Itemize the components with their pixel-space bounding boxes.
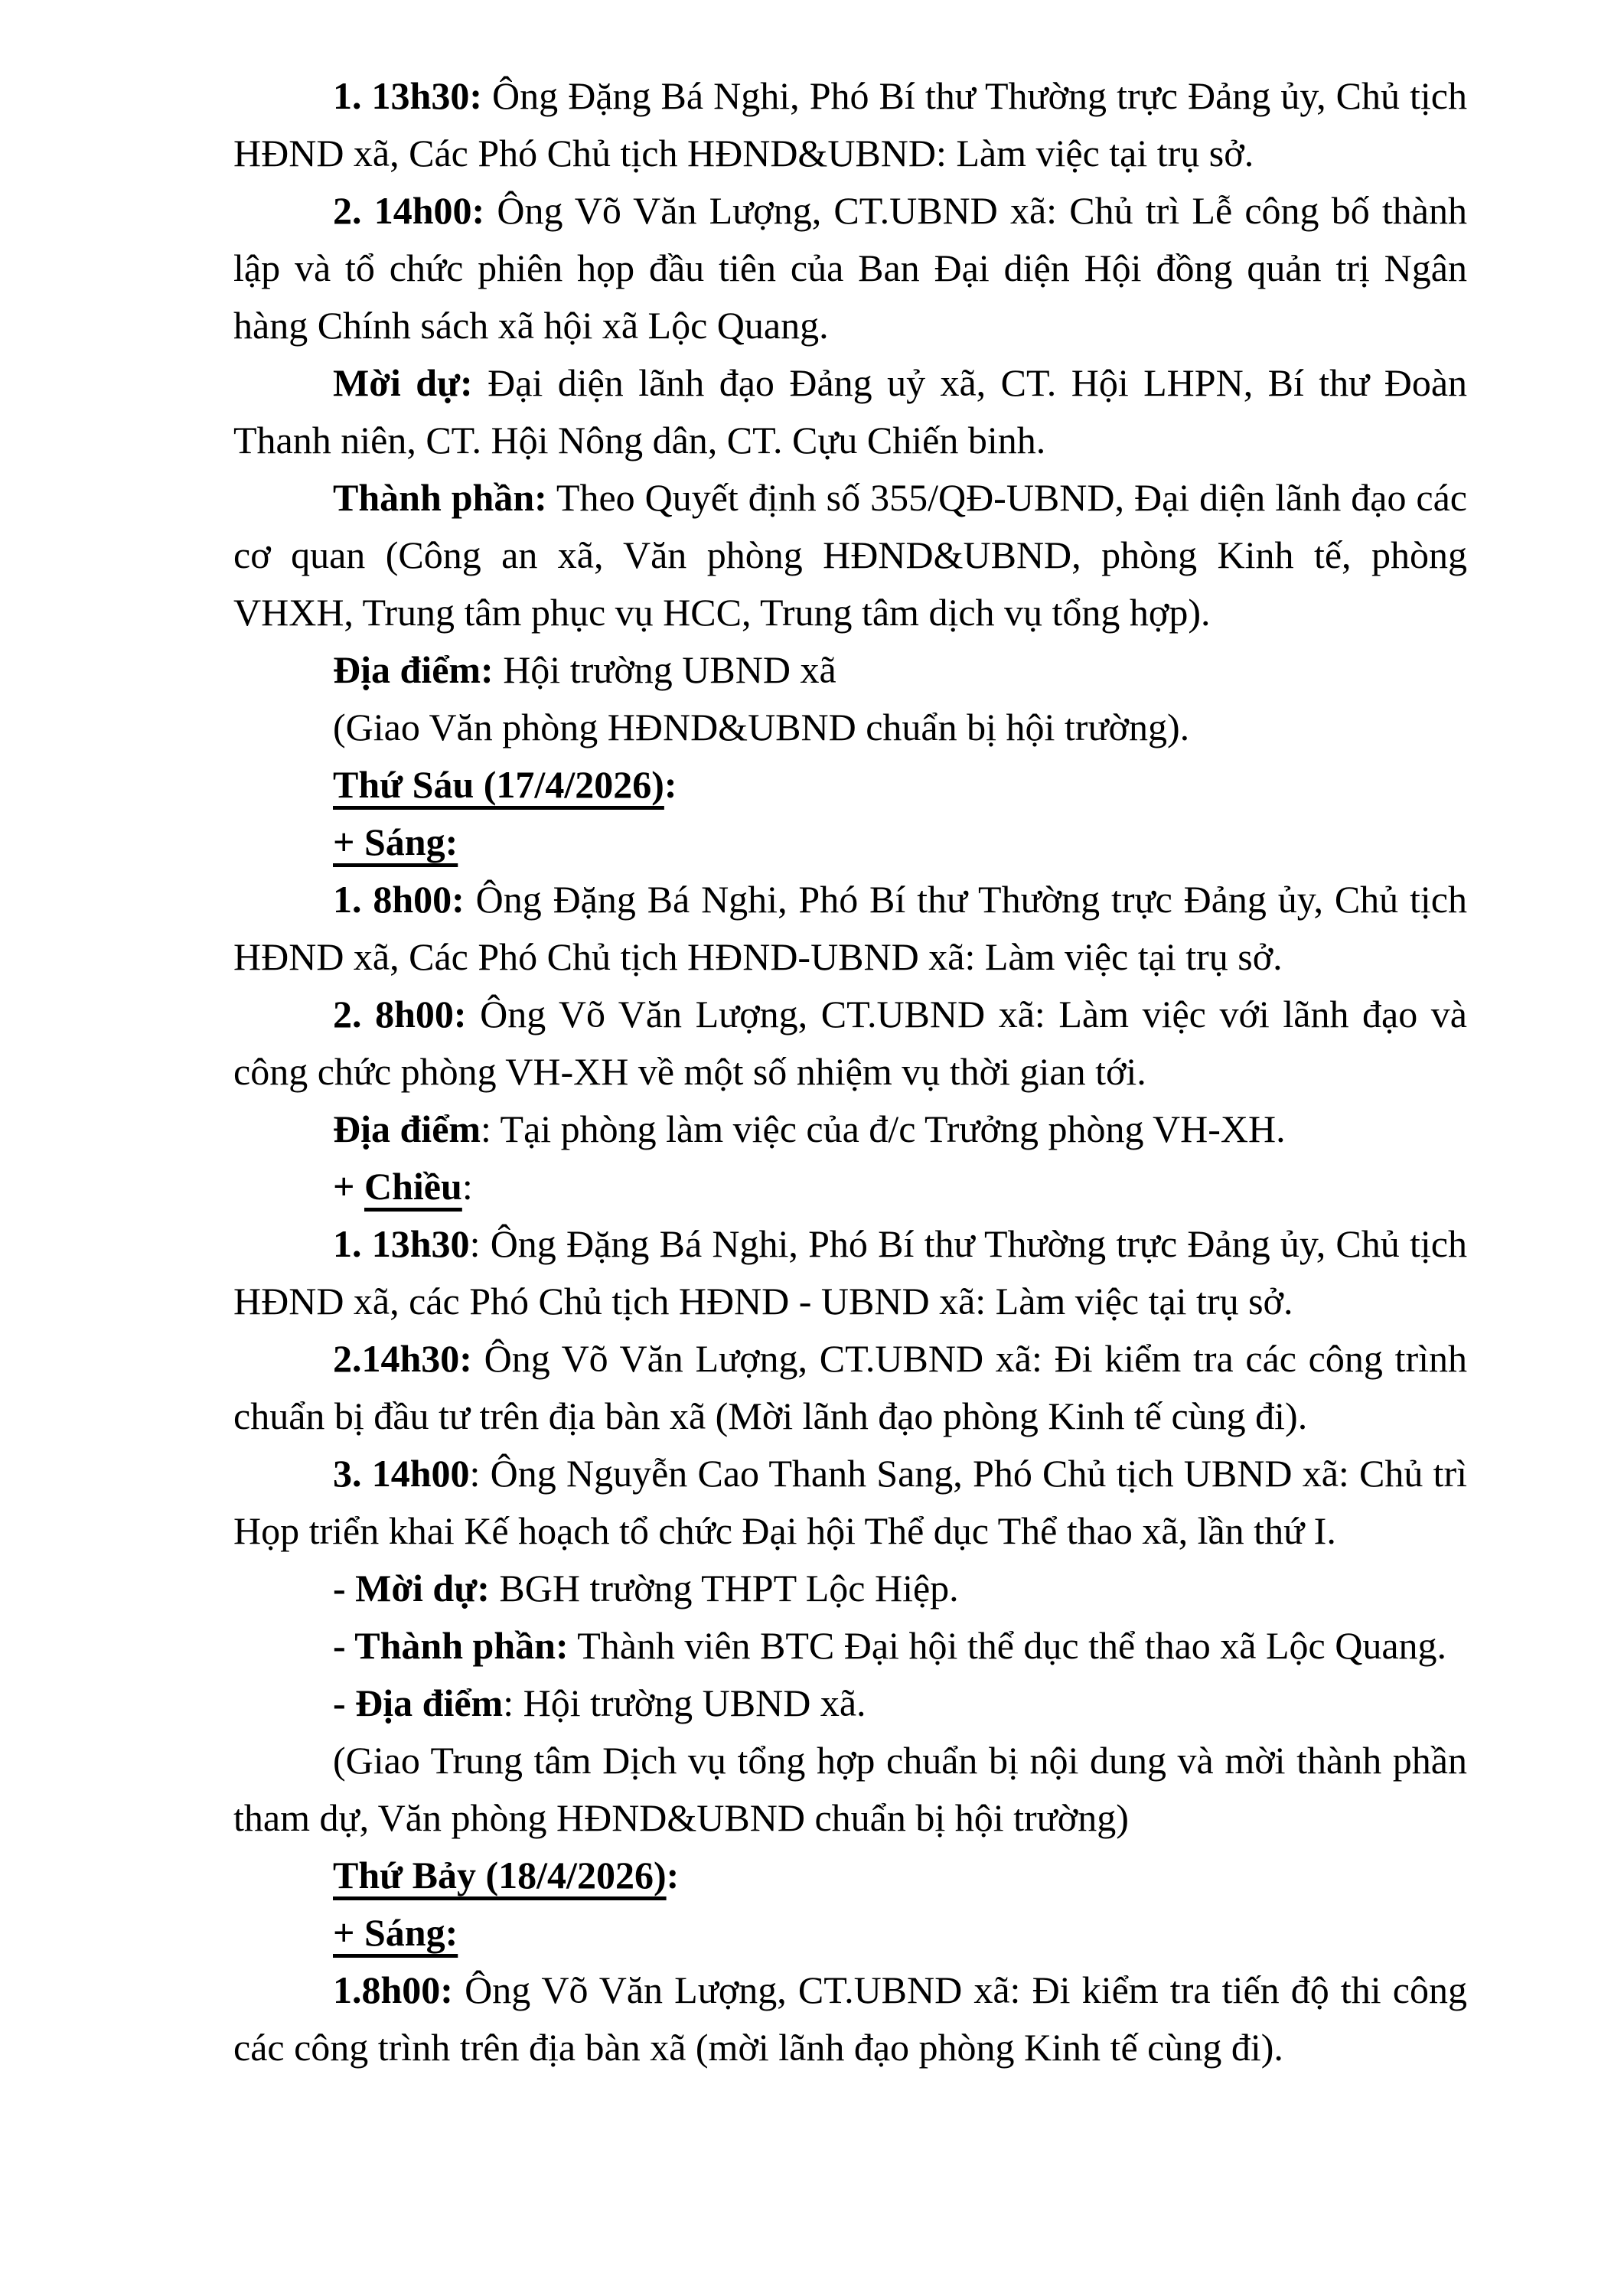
text-run: - Địa điểm xyxy=(333,1681,504,1724)
text-run: Ông Võ Văn Lượng, CT.UBND xã: Đi kiểm tra các công trình chuẩn bị đầu tư trên địa bàn xã (Mời lãnh đạo phòng Kinh tế cùng đi). xyxy=(233,1337,1467,1437)
friday-afternoon-invitees xyxy=(233,1560,1467,1617)
text-run: + xyxy=(333,1165,364,1208)
text-run: : Hội trường UBND xã. xyxy=(503,1681,866,1724)
text-run: 2. 8h00: xyxy=(333,993,467,1035)
text-run: : xyxy=(461,1165,473,1208)
friday-afternoon-location xyxy=(233,1675,1467,1732)
friday-afternoon-item-3 xyxy=(233,1445,1467,1560)
text-run: (Giao Trung tâm Dịch vụ tổng hợp chuẩn bị nội dung và mời thành phần tham dự, Văn phòng HĐND&UBND chuẩn bị hội trường) xyxy=(233,1739,1467,1839)
text-run: Địa điểm: xyxy=(333,648,494,691)
text-run: 2.14h30: xyxy=(333,1337,472,1380)
text-run: Theo Quyết định số 355/QĐ-UBND, Đại diện lãnh đạo các cơ quan (Công an xã, Văn phòng HĐND&UBND, phòng Kinh tế, phòng VHXH, Trung tâm phục vụ HCC, Trung tâm dịch vụ tổng hợp). xyxy=(233,476,1467,634)
schedule-document xyxy=(233,67,1467,2076)
text-run: 1. 13h30 xyxy=(333,1222,470,1265)
text-run: Thành phần: xyxy=(333,476,547,519)
heading-friday-afternoon xyxy=(233,1158,1467,1215)
friday-afternoon-item-1 xyxy=(233,1215,1467,1330)
text-run: : Tại phòng làm việc của đ/c Trưởng phòng VH-XH. xyxy=(481,1107,1286,1150)
text-run: : xyxy=(666,1854,680,1896)
text-run: 1.8h00: xyxy=(333,1968,453,2011)
text-run: + Sáng: xyxy=(333,820,458,863)
location xyxy=(233,641,1467,699)
invitees xyxy=(233,354,1467,469)
afternoon-item-1 xyxy=(233,67,1467,182)
text-run: 1. 8h00: xyxy=(333,878,465,921)
text-run: - Thành phần: xyxy=(333,1624,569,1667)
text-run: Ông Đặng Bá Nghi, Phó Bí thư Thường trực Đảng ủy, Chủ tịch HĐND xã, Các Phó Chủ tịch HĐND&UBND: Làm việc tại trụ sở. xyxy=(233,74,1467,174)
text-run: Mời dự: xyxy=(333,361,473,404)
friday-morning-item-1 xyxy=(233,871,1467,986)
afternoon-item-2 xyxy=(233,182,1467,354)
heading-friday xyxy=(233,756,1467,814)
friday-afternoon-note xyxy=(233,1732,1467,1847)
text-run: Ông Võ Văn Lượng, CT.UBND xã: Chủ trì Lễ công bố thành lập và tổ chức phiên họp đầu tiên của Ban Đại diện Hội đồng quản trị Ngân hàng Chính sách xã hội xã Lộc Quang. xyxy=(233,189,1467,347)
friday-morning-location xyxy=(233,1101,1467,1158)
text-run: Ông Đặng Bá Nghi, Phó Bí thư Thường trực Đảng ủy, Chủ tịch HĐND xã, Các Phó Chủ tịch HĐND-UBND xã: Làm việc tại trụ sở. xyxy=(233,878,1467,978)
participants xyxy=(233,469,1467,641)
text-run: Thứ Sáu (17/4/2026) xyxy=(333,763,664,806)
text-run: Ông Võ Văn Lượng, CT.UBND xã: Làm việc với lãnh đạo và công chức phòng VH-XH về một số nhiệm vụ thời gian tới. xyxy=(233,993,1467,1093)
text-run: : Ông Nguyễn Cao Thanh Sang, Phó Chủ tịch UBND xã: Chủ trì Họp triển khai Kế hoạch tổ chức Đại hội Thể dục Thể thao xã, lần thứ I. xyxy=(233,1452,1467,1552)
text-run: 1. 13h30: xyxy=(333,74,483,117)
friday-afternoon-item-2 xyxy=(233,1330,1467,1445)
venue-preparation-note xyxy=(233,699,1467,756)
text-run: : xyxy=(664,763,677,806)
text-run: Địa điểm xyxy=(333,1107,481,1150)
friday-afternoon-participants xyxy=(233,1617,1467,1675)
text-run: : Ông Đặng Bá Nghi, Phó Bí thư Thường trực Đảng ủy, Chủ tịch HĐND xã, các Phó Chủ tịch HĐND - UBND xã: Làm việc tại trụ sở. xyxy=(233,1222,1467,1322)
text-run: Ông Võ Văn Lượng, CT.UBND xã: Đi kiểm tra tiến độ thi công các công trình trên địa bàn xã (mời lãnh đạo phòng Kinh tế cùng đi). xyxy=(233,1968,1467,2069)
text-run: 2. 14h00: xyxy=(333,189,485,232)
text-run: Hội trường UBND xã xyxy=(493,648,836,691)
text-run: + Sáng: xyxy=(333,1911,458,1954)
heading-saturday-morning xyxy=(233,1904,1467,1962)
friday-morning-item-2 xyxy=(233,986,1467,1101)
saturday-morning-item-1 xyxy=(233,1962,1467,2076)
text-run: 3. 14h00 xyxy=(333,1452,470,1495)
text-run: (Giao Văn phòng HĐND&UBND chuẩn bị hội trường). xyxy=(333,706,1190,748)
text-run: Chiều xyxy=(364,1165,462,1208)
heading-friday-morning xyxy=(233,814,1467,871)
text-run: Đại diện lãnh đạo Đảng uỷ xã, CT. Hội LHPN, Bí thư Đoàn Thanh niên, CT. Hội Nông dân, CT. Cựu Chiến binh. xyxy=(233,361,1468,461)
text-run: - Mời dự: xyxy=(333,1567,490,1609)
text-run: BGH trường THPT Lộc Hiệp. xyxy=(489,1567,959,1609)
text-run: Thành viên BTC Đại hội thể dục thể thao xã Lộc Quang. xyxy=(568,1624,1447,1667)
text-run: Thứ Bảy (18/4/2026) xyxy=(333,1854,667,1896)
heading-saturday xyxy=(233,1847,1467,1904)
